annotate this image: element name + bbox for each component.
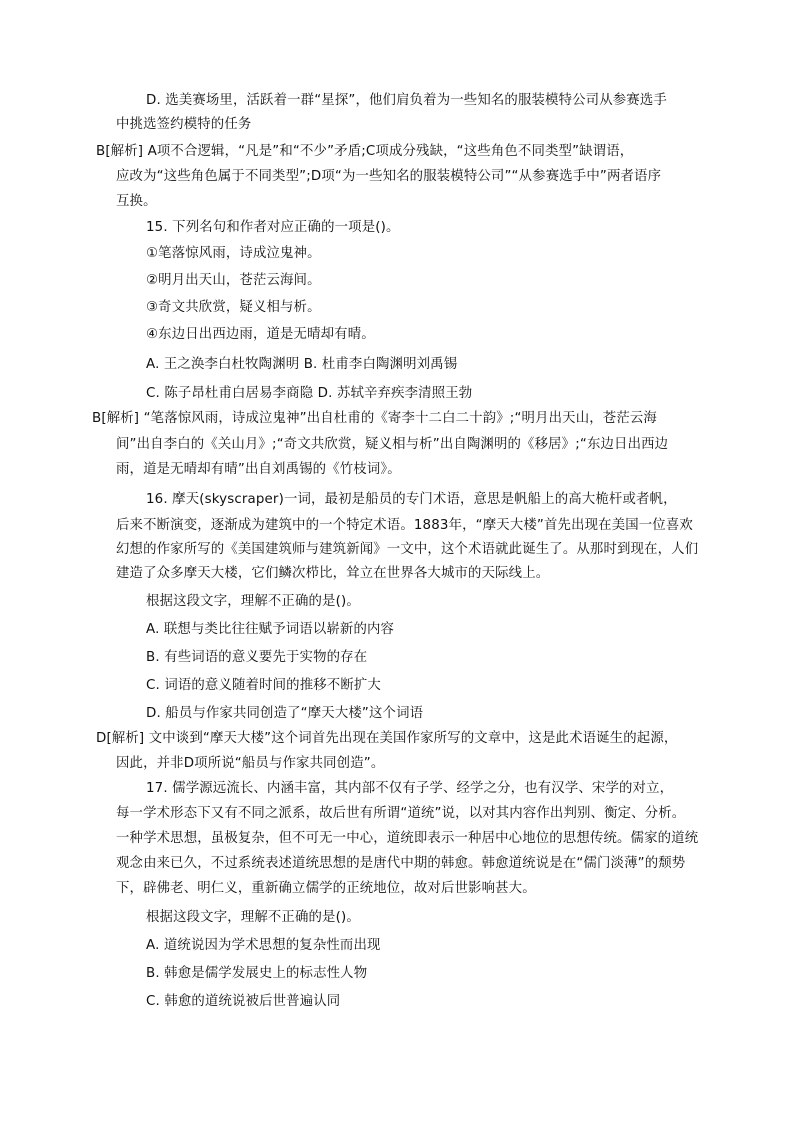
q17-option-b: B. 韩愈是儒学发展史上的标志性人物 <box>146 966 368 981</box>
q16-option-c: C. 词语的意义随着时间的推移不断扩大 <box>146 678 381 693</box>
q14-analysis-line-3: 互换。 <box>116 194 157 209</box>
q15-item-2: ②明月出天山，苍茫云海间。 <box>146 273 321 288</box>
q15-options-ab: A. 王之涣李白杜牧陶渊明 B. 杜甫李白陶渊明刘禹锡 <box>146 357 458 372</box>
q16-option-a: A. 联想与类比往往赋予词语以崭新的内容 <box>146 622 395 637</box>
q16-question: 根据这段文字，理解不正确的是()。 <box>146 594 360 609</box>
q15-analysis-line-1: B[解析] “笔落惊风雨，诗成泣鬼神”出自杜甫的《寄李十二白二十韵》;“明月出天山，苍茫云海 <box>92 411 657 426</box>
q16-option-d: D. 船员与作家共同创造了“摩天大楼”这个词语 <box>146 706 424 721</box>
q16-analysis-line-2: 因此，并非D项所说“船员与作家共同创造”。 <box>116 756 385 771</box>
q15-stem: 15. 下列名句和作者对应正确的一项是()。 <box>146 220 400 235</box>
q15-analysis-line-2: 间”出自李白的《关山月》;“奇文共欣赏，疑义相与析”出自陶渊明的《移居》;“东边日出西边 <box>116 437 669 452</box>
q17-passage-line-2: 每一学术形态下又有不同之派系，故后世有所谓“道统”说，以对其内容作出判别、衡定、分析。 <box>116 806 686 821</box>
q15-options-cd: C. 陈子昂杜甫白居易李商隐 D. 苏轼辛弃疾李清照王勃 <box>146 386 473 401</box>
q14-option-d-line-2: 中挑选签约模特的任务 <box>116 117 252 132</box>
q15-item-3: ③奇文共欣赏，疑义相与析。 <box>146 300 321 315</box>
q17-passage-line-1: 17. 儒学源远流长、内涵丰富，其内部不仅有子学、经学之分，也有汉学、宋学的对立， <box>146 781 674 796</box>
q14-analysis-line-2: 应改为“这些角色属于不同类型”;D项“为一些知名的服装模特公司”“从参赛选手中”两者语序 <box>116 169 662 184</box>
q16-passage-line-2: 后来不断演变，逐渐成为建筑中的一个特定术语。1883年，“摩天大楼”首先出现在美国一位喜欢 <box>116 518 693 533</box>
q16-passage-line-3: 幻想的作家所写的《美国建筑师与建筑新闻》一文中，这个术语就此诞生了。从那时到现在，人们 <box>116 542 699 557</box>
q15-item-1: ①笔落惊风雨，诗成泣鬼神。 <box>146 246 321 261</box>
q17-question: 根据这段文字，理解不正确的是()。 <box>146 910 360 925</box>
q14-analysis-line-1: B[解析] A项不合逻辑，“凡是”和“不少”矛盾;C项成分残缺，“这些角色不同类型”缺谓语， <box>96 144 634 159</box>
q17-passage-line-5: 下，辟佛老、明仁义，重新确立儒学的正统地位，故对后世影响甚大。 <box>116 881 536 896</box>
q16-passage-line-1: 16. 摩天(skyscraper)一词，最初是船员的专门术语，意思是帆船上的高大桅杆或者帆， <box>146 492 677 507</box>
q14-option-d-line-1: D. 选美赛场里，活跃着一群“星探”，他们肩负着为一些知名的服装模特公司从参赛选手 <box>146 93 667 108</box>
q17-option-a: A. 道统说因为学术思想的复杂性而出现 <box>146 938 381 953</box>
q17-passage-line-4: 观念由来已久，不过系统表述道统思想的是唐代中期的韩愈。韩愈道统说是在“儒门淡薄”的颓势 <box>116 856 686 871</box>
q16-passage-line-4: 建造了众多摩天大楼，它们鳞次栉比，耸立在世界各大城市的天际线上。 <box>116 566 550 581</box>
q16-analysis-line-1: D[解析] 文中谈到“摩天大楼”这个词首先出现在美国作家所写的文章中，这是此术语诞生的起源， <box>96 731 678 746</box>
q17-passage-line-3: 一种学术思想，虽极复杂，但不可无一中心，道统即表示一种居中心地位的思想传统。儒家的道统 <box>116 831 699 846</box>
q17-option-c: C. 韩愈的道统说被后世普遍认同 <box>146 994 341 1009</box>
q16-option-b: B. 有些词语的意义要先于实物的存在 <box>146 650 368 665</box>
q15-item-4: ④东边日出西边雨，道是无晴却有晴。 <box>146 327 375 342</box>
q15-analysis-line-3: 雨，道是无晴却有晴”出自刘禹锡的《竹枝词》。 <box>116 462 401 477</box>
